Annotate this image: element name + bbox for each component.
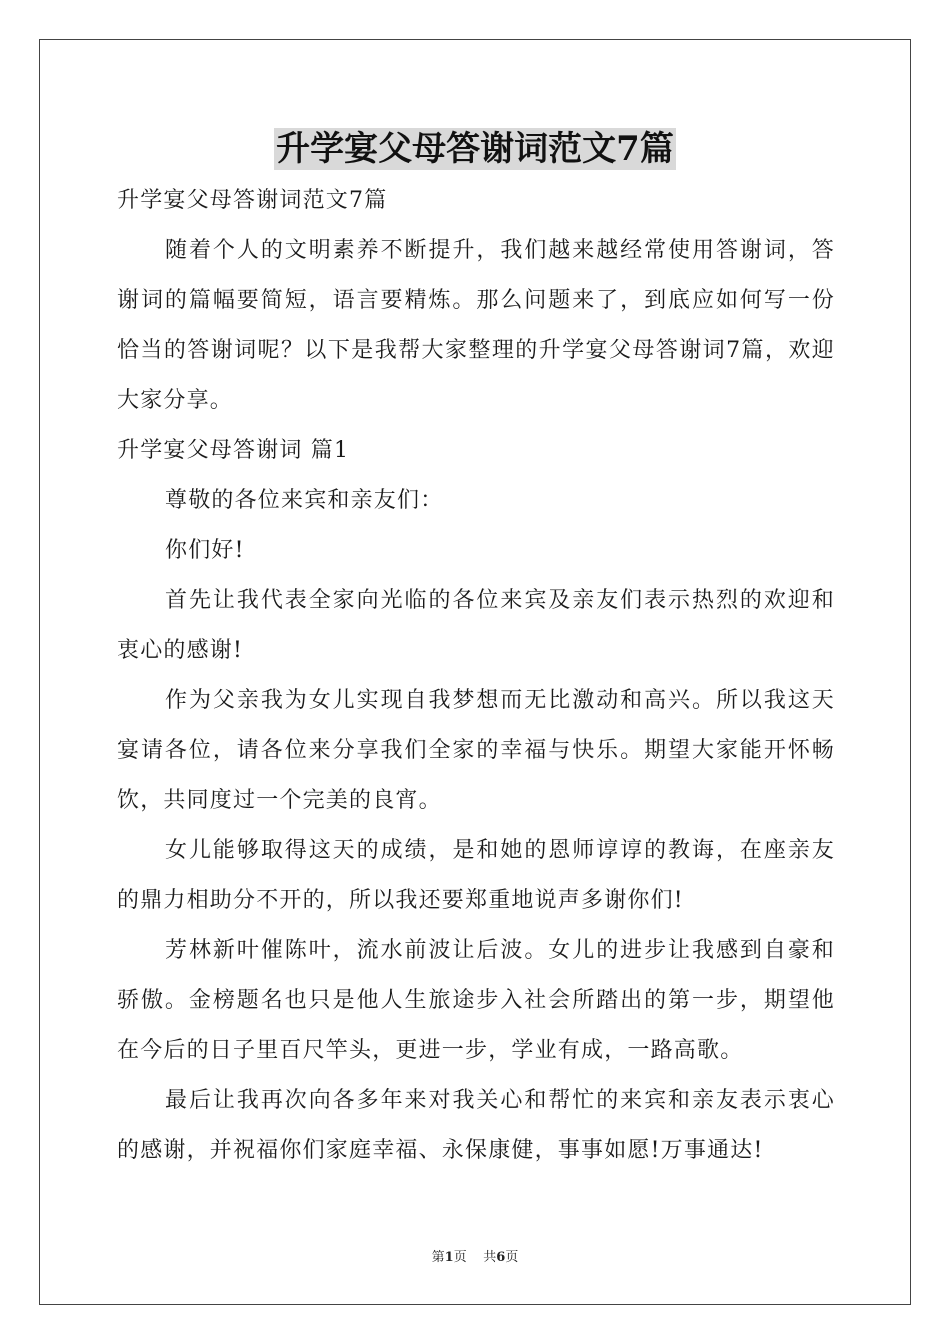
footer-page-suffix: 页 <box>453 1250 467 1265</box>
section-heading: 升学宴父母答谢词 篇1 <box>117 438 350 463</box>
paragraph-4: 你们好! <box>165 538 245 563</box>
footer-page-total: 6 <box>496 1250 506 1265</box>
paragraph-3: 尊敬的各位来宾和亲友们： <box>165 488 444 513</box>
footer-page-current: 1 <box>444 1250 454 1265</box>
paragraph-6: 作为父亲我为女儿实现自我梦想而无比激动和高兴。所以我这天宴请各位，请各位来分享我们全家的幸福与快乐。期望大家能开怀畅饮，共同度过一个完美的良宵。 <box>117 688 835 813</box>
document-title-wrap <box>0 128 950 170</box>
paragraph-1: 随着个人的文明素养不断提升，我们越来越经常使用答谢词，答谢词的篇幅要简短，语言要精炼。那么问题来了，到底应如何写一份恰当的答谢词呢？以下是我帮大家整理的升学宴父母答谢词7篇，欢迎大家分享。 <box>117 238 835 413</box>
paragraph-8: 芳林新叶催陈叶，流水前波让后波。女儿的进步让我感到自豪和骄傲。金榜题名也只是他人生旅途步入社会所踏出的第一步，期望他在今后的日子里百尺竿头，更进一步，学业有成，一路高歌。 <box>117 938 835 1063</box>
document-title: 升学宴父母答谢词范文7篇 <box>276 129 674 169</box>
page-footer <box>0 1246 950 1265</box>
footer-page-prefix: 第 <box>431 1250 445 1265</box>
paragraph-9: 最后让我再次向各多年来对我关心和帮忙的来宾和亲友表示衷心的感谢，并祝福你们家庭幸福、永保康健，事事如愿!万事通达! <box>117 1088 835 1163</box>
paragraph-5: 首先让我代表全家向光临的各位来宾及亲友们表示热烈的欢迎和衷心的感谢! <box>117 588 835 663</box>
footer-total-prefix: 共 <box>483 1250 497 1265</box>
footer-total-suffix: 页 <box>505 1250 519 1265</box>
document-body <box>117 176 835 1176</box>
paragraph-7: 女儿能够取得这天的成绩，是和她的恩师谆谆的教诲，在座亲友的鼎力相助分不开的，所以我还要郑重地说声多谢你们! <box>117 838 835 913</box>
paragraph-0: 升学宴父母答谢词范文7篇 <box>117 188 388 213</box>
